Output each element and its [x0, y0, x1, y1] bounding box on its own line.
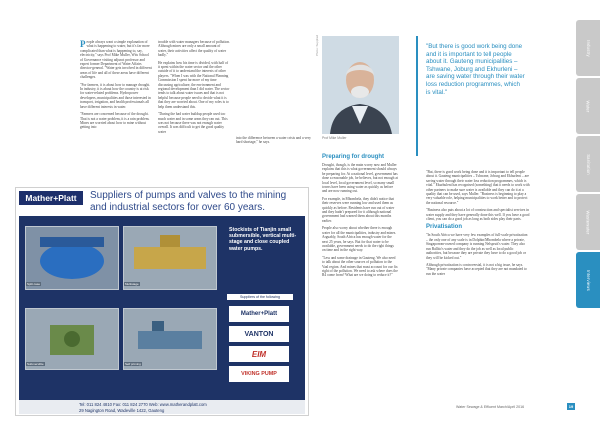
article-paragraph: "Farmers are concerned because of the drought. That is not a water problem, it is a rain problem. Mines are worried about how to mine without getting into: [80, 112, 150, 130]
portrait-photo: [322, 36, 399, 134]
pump-label: Split case: [27, 282, 41, 286]
suppliers-label: Suppliers of the following: [227, 294, 293, 300]
pump-image: [123, 226, 217, 290]
article-column-1: [80, 40, 152, 133]
ad-panel: [19, 216, 305, 414]
section-heading: Privatisation: [426, 224, 463, 231]
drop-cap: P: [80, 39, 86, 49]
ad-contact-address: 29 Nagington Road, Wadeville 1422, Gauteng: [79, 408, 165, 413]
pump-illustration: [26, 309, 118, 369]
tab-water[interactable]: Water: [576, 78, 600, 134]
advertisement: [15, 187, 309, 416]
pump-image: [25, 226, 119, 290]
section-heading: Preparing for drought: [322, 154, 384, 160]
tab-wastewater[interactable]: Wastewater: [576, 194, 600, 250]
article-paragraph: People always want a simple explanation of what is happening to water, but it's far more complicated than what is happening to, say, electricity," says Prof Mike Muller, Wits School of Governance visiting adjunct professor and expert former Department of Water Affairs director-general. "Water gets involved in different areas of life and all of these areas have different challenges.: [80, 39, 152, 80]
article-column-2: [158, 40, 230, 137]
pump-image: [25, 308, 119, 370]
article-paragraph: "For farmers, it is about how to manage drought. In industry, it is about how the country is at risk for water-related problems. Hydropower developers, municipalities and those interested in transport, irrigation, and health professionals all have different interests in water.: [80, 82, 151, 109]
article-column-4: [426, 170, 530, 279]
pump-label: Multistage: [125, 282, 139, 286]
tab-sanitation[interactable]: Sanitation: [576, 136, 600, 192]
article-paragraph: Drought, though, is the main worry now and Muller explains that this is what government should always be preparing for. At a national level, government has done a reasonable job, he believes, but not enough at local level, local government level, so many small towns have been using water as quickly as before and are now running out.: [322, 163, 398, 194]
pump-illustration: [26, 227, 118, 289]
article-paragraph: into the difference between a water crisis and a very hard shortage," he says.: [236, 136, 311, 145]
pull-quote: "But there is good work being done and it is important to tell people about it. Gauteng municipalities – Tshwane, Joburg and Ekhurleni – are saving water through their water loss reduction programmes, which is vital.": [426, 43, 525, 96]
tab-industry[interactable]: Industry: [576, 20, 600, 76]
ad-contact-phone: Tel: 011 824 4810 Fax: 011 824 2770 Web: www.matherandplatt.com: [79, 402, 207, 407]
article-paragraph: "In South Africa we have very few examples of full-scale privatisation – the only one of any scale is in Dolphin/Mbombela where a private, Singaporean-owned company is running Nelspruit's water. They also run Ballito's water and they do the job as well as local public authorities, but because they are private they have to do a good job or they will be kicked out.": [426, 233, 528, 260]
article-column-3b: [322, 152, 398, 281]
article-paragraph: "During the bad water buildup people used too much water and in some areas they ran out. This was not because there was not enough water overall. It was difficult to get the good quality water: [158, 112, 228, 134]
pullquote-rule: [416, 36, 418, 156]
pump-illustration: [124, 309, 216, 369]
article-paragraph: Although privatisation is controversial, it is not a big issue, he says. "Many private companies have accepted that they are not mandated to run the water: [426, 262, 527, 276]
article-paragraph: People also worry about whether there is enough water for all the municipalities, industry and mines. Arguably, South Africa has enough water for the next 25 years, he says. But for that water to be available, government needs to do the right things on time and in the right way.: [322, 226, 397, 253]
article-column-3: [236, 40, 312, 148]
brand-logo-viking: VIKING PUMP: [229, 366, 289, 382]
photo-caption: Prof Mike Muller: [322, 136, 347, 140]
article-paragraph: "Less and some drainage in Gauteng. We also need to talk about the other sources of pollution to the Vaal region. And mines that must account for our fix right of the pollution. We need to ask where does the R4 come from? What are we doing to reduce it?": [322, 255, 398, 278]
pump-image: [123, 308, 217, 370]
section-tabs: [576, 0, 600, 424]
portrait-illustration: [322, 36, 399, 134]
article-paragraph: He explains how his time is divided, with half of it spent within the water sector and the other outside of it to understand the interests of other players. "When I was with the National Planning Commission I spent far more of my time discussing agriculture, the environment and regional development than I did water. The sector tends to talk about water issues and that is not helpful because people need to decide what it is that they are worried about. One of my roles is to help them understand this.: [158, 60, 230, 109]
brand-logo-eim: EIM: [229, 346, 289, 362]
article-paragraph: "But, there is good work being done and it is important to tell people about it. Gauteng municipalities – Tshwane, Joburg and Ekhurleni – are saving water through their water loss reduction programmes, which is vital." Ekurhuleni has recognised (something) that it needs to work with other partners to make sure water is available and they can do it at a quality that can be used, says Muller. "Business is beginning to play a very valuable role, helping municipalities to work better and to protect the national resource.": [426, 170, 530, 205]
advertiser-logo: Mather+Platt: [19, 191, 83, 205]
pump-label: Submersible: [27, 362, 44, 366]
pump-illustration: [124, 227, 216, 289]
footer-publication: Water Sewage & Effluent March/April 2016: [456, 405, 525, 409]
photo-credit: Photo: Supplied: [315, 34, 319, 56]
ad-contact-bar: [19, 400, 305, 414]
ad-headline: Suppliers of pumps and valves to the mining and industrial sectors for over 60 years.: [90, 190, 287, 213]
brand-logo-vanton: VANTON: [229, 326, 289, 342]
page-number: 19: [568, 404, 574, 409]
pump-label: Self priming: [125, 362, 141, 366]
ad-tagline: Stockists of Tianjin small submersible, vertical multi-stage and close coupled water pumps.: [229, 227, 297, 252]
article-paragraph: "Business also puts about a lot of construction and specialist services in water supply and they have generally done this well. If you have a good client, you can do a good job as long as both sides play their parts.: [426, 208, 530, 222]
tab-interviews[interactable]: Interviews: [576, 252, 600, 308]
brand-logo-matherplatt: Mather+Platt: [229, 306, 289, 322]
article-paragraph: trouble with water managers because of pollution. Although mines are only a small amount of water, their activities affect the quality of water badly.": [158, 40, 230, 58]
article-paragraph: For example, in Mbombela, they didn't notice that their reserves were running low and used them as quickly as before. Residents have run out of water and they hadn't prepared for it although national government had warned them about this months earlier.: [322, 196, 395, 223]
